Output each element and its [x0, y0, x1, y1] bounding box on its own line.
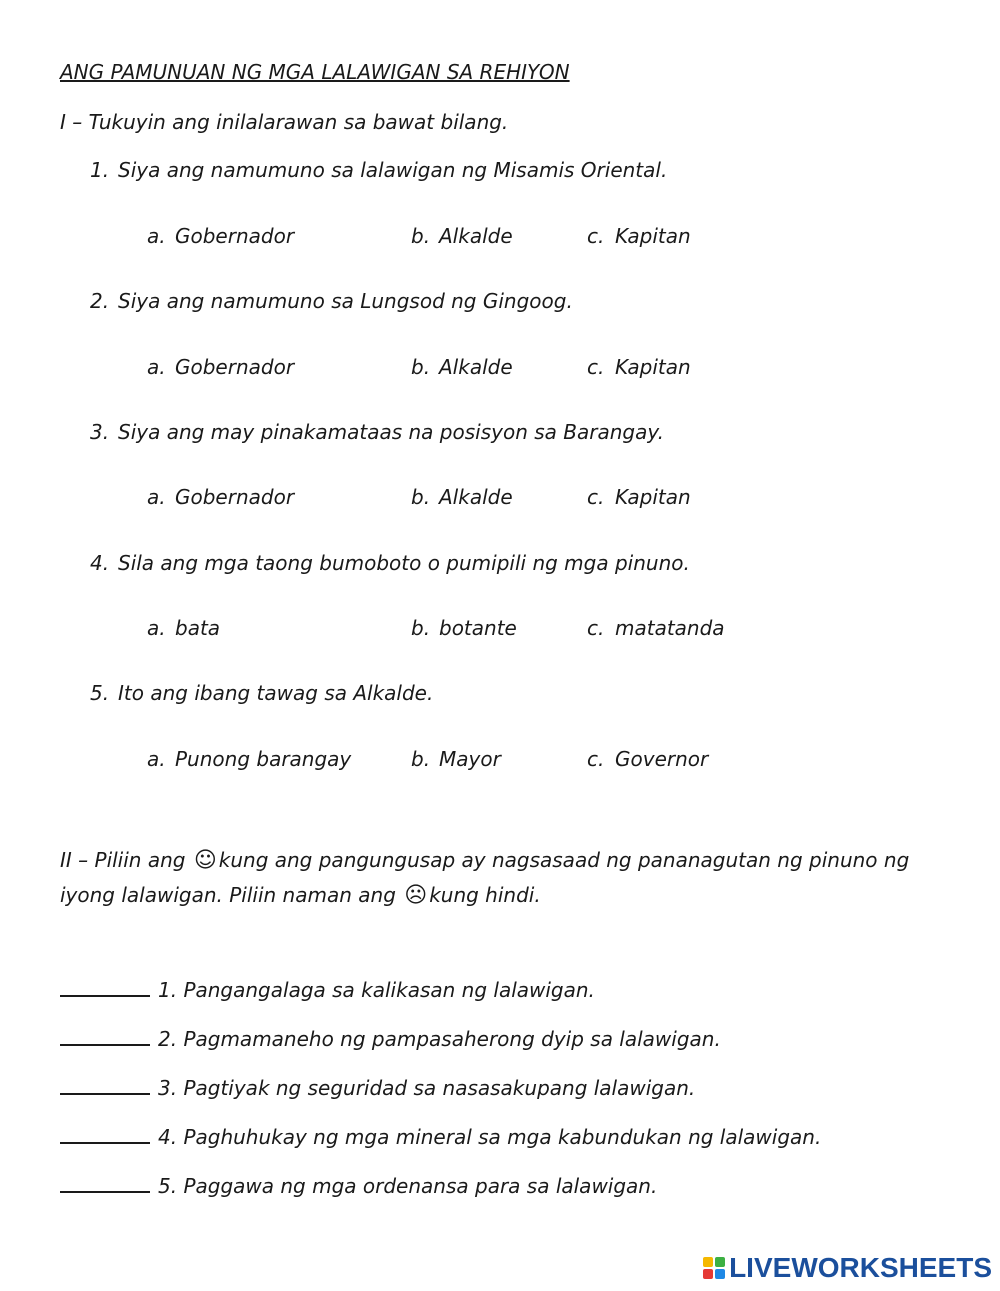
q1-option-b[interactable]: b. Alkalde [411, 224, 513, 248]
question-4 [90, 551, 690, 575]
answer-blank[interactable] [60, 1175, 150, 1193]
sad-face-icon: ☹ [404, 883, 428, 908]
question-3 [90, 420, 664, 444]
q4-option-c[interactable]: c. matatanda [587, 616, 725, 640]
list-item: 3. Pagtiyak ng seguridad sa nasasakupang lalawigan. [60, 1076, 695, 1100]
question-text: Siya ang may pinakamataas na posisyon sa Barangay. [118, 420, 664, 444]
answer-blank[interactable] [60, 1077, 150, 1095]
q2-option-b[interactable]: b. Alkalde [411, 355, 513, 379]
question-text: Ito ang ibang tawag sa Alkalde. [118, 681, 434, 705]
logo-text: LIVEWORKSHEETS [729, 1252, 992, 1283]
q5-option-a[interactable]: a. Punong barangay [147, 747, 352, 771]
part2-instruction: II – Piliin ang ☺ kung ang pangungusap ay nagsasaad ng pananagutan ng pinuno ng iyong lalawigan. Piliin naman ang ☹ kung hindi. [60, 843, 940, 913]
q3-option-a[interactable]: a. Gobernador [147, 485, 295, 509]
answer-blank[interactable] [60, 979, 150, 997]
list-item: 2. Pagmamaneho ng pampasaherong dyip sa lalawigan. [60, 1027, 721, 1051]
question-2 [90, 289, 573, 313]
list-item: 1. Pangangalaga sa kalikasan ng lalawigan. [60, 978, 595, 1002]
happy-face-icon: ☺ [193, 848, 217, 873]
question-number: 5. [90, 681, 110, 705]
q2-option-a[interactable]: a. Gobernador [147, 355, 295, 379]
question-1 [90, 158, 667, 182]
part1-instruction: I – Tukuyin ang inilalarawan sa bawat bilang. [60, 110, 509, 134]
logo-blocks-icon [703, 1257, 725, 1279]
q1-option-a[interactable]: a. Gobernador [147, 224, 295, 248]
q3-option-b[interactable]: b. Alkalde [411, 485, 513, 509]
q4-option-a[interactable]: a. bata [147, 616, 221, 640]
q4-option-b[interactable]: b. botante [411, 616, 517, 640]
answer-blank[interactable] [60, 1126, 150, 1144]
q2-option-c[interactable]: c. Kapitan [587, 355, 691, 379]
answer-blank[interactable] [60, 1028, 150, 1046]
liveworksheets-logo [703, 1252, 992, 1284]
question-text: Siya ang namumuno sa Lungsod ng Gingoog. [118, 289, 573, 313]
question-text: Sila ang mga taong bumoboto o pumipili ng mga pinuno. [118, 551, 690, 575]
q1-option-c[interactable]: c. Kapitan [587, 224, 691, 248]
question-number: 4. [90, 551, 110, 575]
list-item: 4. Paghuhukay ng mga mineral sa mga kabundukan ng lalawigan. [60, 1125, 821, 1149]
page-title: ANG PAMUNUAN NG MGA LALAWIGAN SA REHIYON [60, 60, 570, 84]
q5-option-b[interactable]: b. Mayor [411, 747, 501, 771]
question-5 [90, 681, 433, 705]
question-number: 1. [90, 158, 110, 182]
question-number: 3. [90, 420, 110, 444]
list-item: 5. Paggawa ng mga ordenansa para sa lalawigan. [60, 1174, 657, 1198]
question-text: Siya ang namumuno sa lalawigan ng Misamis Oriental. [118, 158, 668, 182]
q5-option-c[interactable]: c. Governor [587, 747, 709, 771]
question-number: 2. [90, 289, 110, 313]
q3-option-c[interactable]: c. Kapitan [587, 485, 691, 509]
